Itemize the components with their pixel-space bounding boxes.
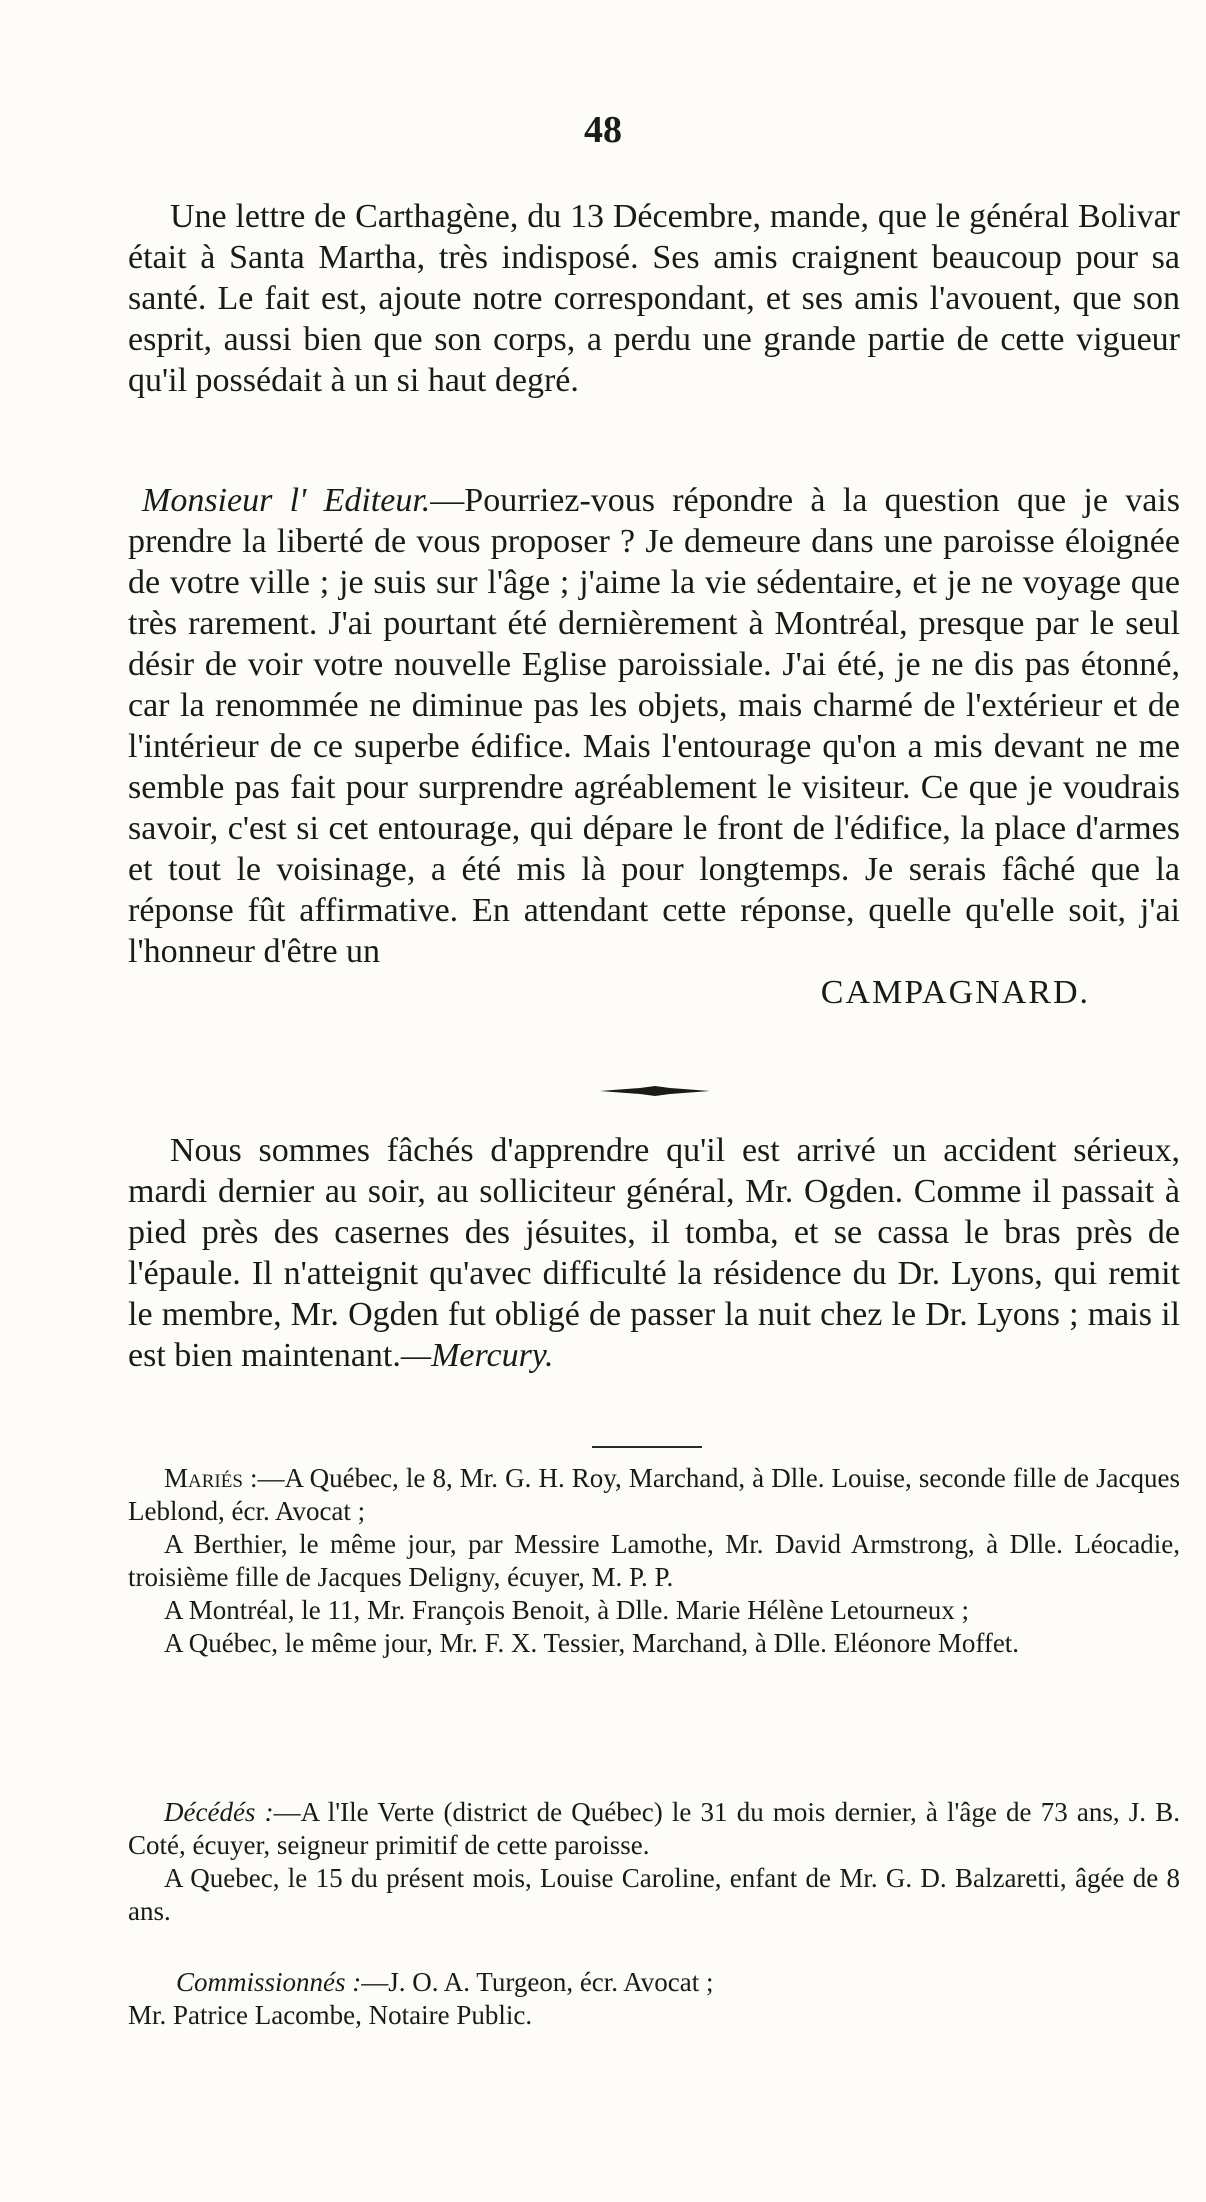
article-ogden-source: —Mercury. [400, 1337, 554, 1374]
article-ogden [128, 1130, 1180, 1376]
commissions-section [128, 1966, 1180, 2032]
section-rule [592, 1446, 702, 1448]
deaths-section [128, 1796, 1180, 1928]
letter-salutation: Monsieur l' Editeur. [142, 482, 431, 519]
commission-entry: Mr. Patrice Lacombe, Notaire Public. [128, 2000, 533, 2030]
article-ogden-text: Nous sommes fâchés d'apprendre qu'il est arrivé un accident sérieux, mardi dernier au soir, au solliciteur général, Mr. Ogden. Comme il passait à pied près des casernes des jésuites, il tomba, et se cassa le bras près de l'épaule. Il n'atteignit qu'avec difficulté la résidence du Dr. Lyons, qui remit le membre, Mr. Ogden fut obligé de passer la nuit chez le Dr. Lyons ; mais il est bien maintenant.—Mercury. [128, 1132, 1180, 1374]
article-bolivar [128, 196, 1180, 401]
letter-signature-line [128, 972, 1180, 1013]
commission-entry: Commissionnés :—J. O. A. Turgeon, écr. Avocat ; [176, 1967, 714, 1997]
article-bolivar-text: Une lettre de Carthagène, du 13 Décembre, mande, que le général Bolivar était à Santa Martha, très indisposé. Ses amis craignent beaucoup pour sa santé. Le fait est, ajoute notre correspondant, et ses amis l'avouent, que son esprit, aussi bien que son corps, a perdu une grande partie de cette vigueur qu'il possédait à un si haut degré. [128, 198, 1180, 399]
marriage-entry: A Québec, le même jour, Mr. F. X. Tessier, Marchand, à Dlle. Eléonore Moffet. [164, 1628, 1020, 1658]
marriage-entry: Mariés :—A Québec, le 8, Mr. G. H. Roy, Marchand, à Dlle. Louise, seconde fille de Jacques Leblond, écr. Avocat ; [128, 1463, 1181, 1526]
letter-body [128, 480, 1180, 972]
letter-signature: CAMPAGNARD. [820, 974, 1090, 1011]
marriage-entry: A Montréal, le 11, Mr. François Benoit, à Dlle. Marie Hélène Letourneux ; [164, 1595, 970, 1625]
letter-to-editor [128, 480, 1180, 1013]
letter-text: —Pourriez-vous répondre à la question que je vais prendre la liberté de vous proposer ? Je demeure dans une paroisse éloignée de votre ville ; je suis sur l'âge ; j'aime la vie sédentaire, et je ne voyage que très rarement. J'ai pourtant été dernièrement à Montréal, presque par le seul désir de voir votre nouvelle Eglise paroissiale. J'ai été, je ne dis pas étonné, car la renommée ne diminue pas les objets, mais charmé de l'extérieur et de l'intérieur de ce superbe édifice. Mais l'entourage qu'on a mis devant ne me semble pas fait pour surprendre agréablement le visiteur. Ce que je voudrais savoir, c'est si cet entourage, qui dépare le front de l'édifice, la place d'armes et tout le voisinage, a été mis là pour longtemps. Je serais fâché que la réponse fût affirmative. En attendant cette réponse, quelle qu'elle soit, j'ai l'honneur d'être un [128, 482, 1180, 970]
marriages-section [128, 1462, 1180, 1660]
death-entry: Décédés :—A l'Ile Verte (district de Québec) le 31 du mois dernier, à l'âge de 73 ans, J. B. Coté, écuyer, seigneur primitif de cette paroisse. [128, 1797, 1180, 1860]
marriage-entry: A Berthier, le même jour, par Messire Lamothe, Mr. David Armstrong, à Dlle. Léocadie, troisième fille de Jacques Deligny, écuyer, M. P. P. [128, 1529, 1180, 1592]
death-entry: A Quebec, le 15 du présent mois, Louise Caroline, enfant de Mr. G. D. Balzaretti, âgée de 8 ans. [128, 1863, 1180, 1926]
ornamental-rule [600, 1086, 710, 1096]
commissions-label: Commissionnés : [176, 1967, 362, 1997]
page-number: 48 [584, 109, 622, 151]
marriages-label: Mariés : [164, 1463, 258, 1493]
deaths-label: Décédés : [164, 1797, 274, 1827]
